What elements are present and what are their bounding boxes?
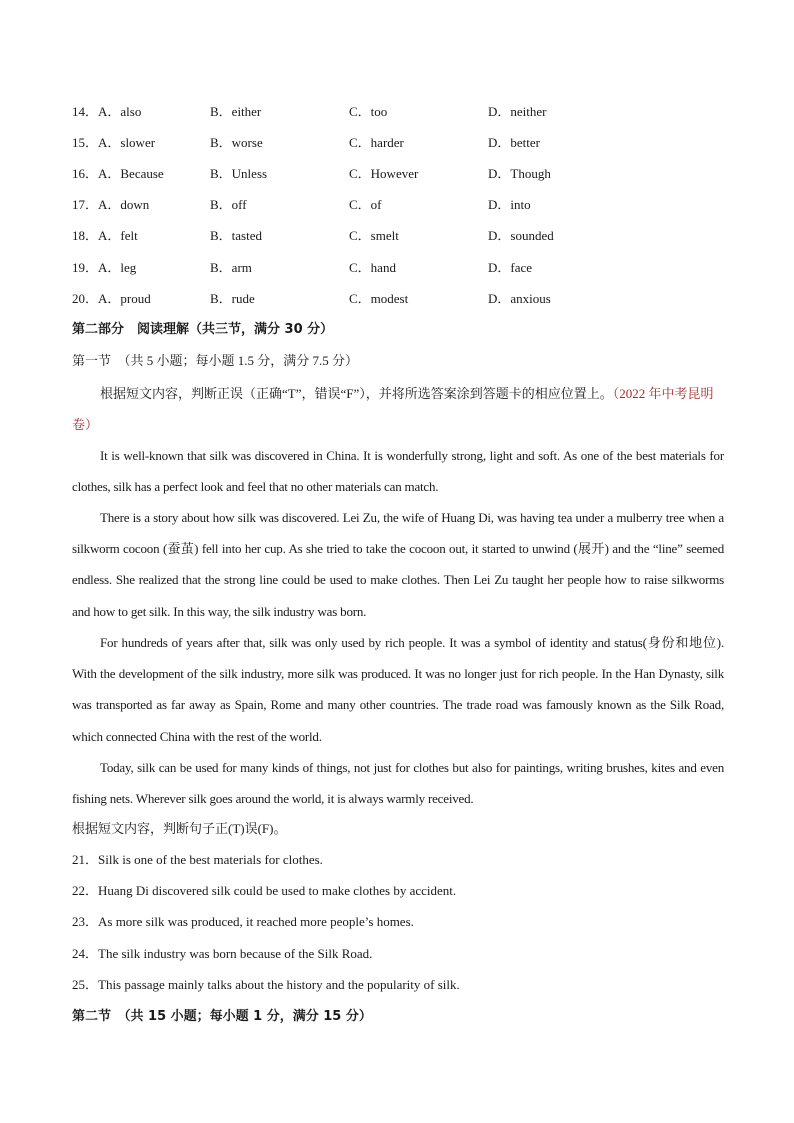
- option-c: C．However: [349, 166, 419, 181]
- passage-paragraph-4: Today, silk can be used for many kinds of things, not just for clothes but also for paintings, writing brushes, kites and even fishing nets. Wherever silk goes around the world, it is always warmly received.: [72, 760, 724, 807]
- question-22: 22．Huang Di discovered silk could be used to make clothes by accident.: [72, 883, 457, 898]
- option-d: D．sounded: [488, 228, 554, 243]
- option-row-20: [72, 289, 732, 309]
- option-row-14: [72, 102, 732, 122]
- option-b: B．rude: [210, 291, 255, 306]
- option-a: 20．A．proud: [72, 291, 151, 306]
- option-b: B．worse: [210, 135, 263, 150]
- option-a: 14．A．also: [72, 104, 142, 119]
- option-b: B．arm: [210, 260, 252, 275]
- option-row-17: [72, 195, 732, 215]
- option-c: C．harder: [349, 135, 404, 150]
- question-25: 25．This passage mainly talks about the history and the popularity of silk.: [72, 977, 460, 992]
- question-24: 24．The silk industry was born because of the Silk Road.: [72, 946, 373, 961]
- option-a: 15．A．slower: [72, 135, 156, 150]
- option-a: 16．A．Because: [72, 166, 164, 181]
- question-21: 21．Silk is one of the best materials for clothes.: [72, 852, 323, 867]
- option-row-15: [72, 133, 732, 153]
- option-a: 18．A．felt: [72, 228, 138, 243]
- option-c: C．smelt: [349, 228, 399, 243]
- option-d: D．Though: [488, 166, 551, 181]
- option-c: C．of: [349, 197, 382, 212]
- option-row-16: [72, 164, 732, 184]
- option-d: D．neither: [488, 104, 547, 119]
- passage-paragraph-1: It is well-known that silk was discovered in China. It is wonderfully strong, light and soft. As one of the best materials for clothes, silk has a perfect look and feel that no other materials can match.: [72, 448, 724, 495]
- option-b: B．tasted: [210, 228, 262, 243]
- passage-paragraph-3: For hundreds of years after that, silk was only used by rich people. It was a symbol of identity and status(身份和地位). With the development of the silk industry, more silk was produced. It was no longer just for rich people. In the Han Dynasty, silk was transported as far away as Spain, Rome and many other countries. The trade road was famously known as the Silk Road, which connected China with the rest of the world.: [72, 635, 724, 744]
- part2-heading: 第二部分 阅读理解（共三节，满分 30 分）: [72, 322, 334, 337]
- option-c: C．hand: [349, 260, 396, 275]
- option-c: C．modest: [349, 291, 409, 306]
- tf-instruction: 根据短文内容，判断句子正(T)误(F)。: [72, 821, 287, 836]
- option-row-19: [72, 258, 732, 278]
- option-b: B．off: [210, 197, 247, 212]
- option-a: 17．A．down: [72, 197, 150, 212]
- option-d: D．face: [488, 260, 533, 275]
- option-row-18: [72, 226, 732, 246]
- option-d: D．anxious: [488, 291, 551, 306]
- question-23: 23．As more silk was produced, it reached more people’s homes.: [72, 914, 414, 929]
- instruction: [72, 378, 724, 440]
- option-b: B．either: [210, 104, 262, 119]
- passage-paragraph-2: There is a story about how silk was discovered. Lei Zu, the wife of Huang Di, was having tea under a mulberry tree when a silkworm cocoon (蚕茧) fell into her cup. As she tried to take the cocoon out, it started to unwind (展开) and the “line” seemed endless. She realized that the strong line could be used to make clothes. Then Lei Zu taught her people how to raise silkworms and how to get silk. In this way, the silk industry was born.: [72, 510, 724, 619]
- option-d: D．better: [488, 135, 540, 150]
- section2-heading: 第二节 （共 15 小题；每小题 1 分，满分 15 分）: [72, 1009, 372, 1024]
- option-b: B．Unless: [210, 166, 268, 181]
- section1-heading: 第一节 （共 5 小题；每小题 1.5 分，满分 7.5 分）: [72, 353, 359, 368]
- option-c: C．too: [349, 104, 388, 119]
- option-a: 19．A．leg: [72, 260, 137, 275]
- instruction-text: 根据短文内容，判断正误（正确“T”，错误“F”），并将所选答案涂到答题卡的相应位置上。: [100, 386, 613, 401]
- instruction-source: （2022 年中考昆明卷）: [72, 386, 714, 432]
- option-d: D．into: [488, 197, 531, 212]
